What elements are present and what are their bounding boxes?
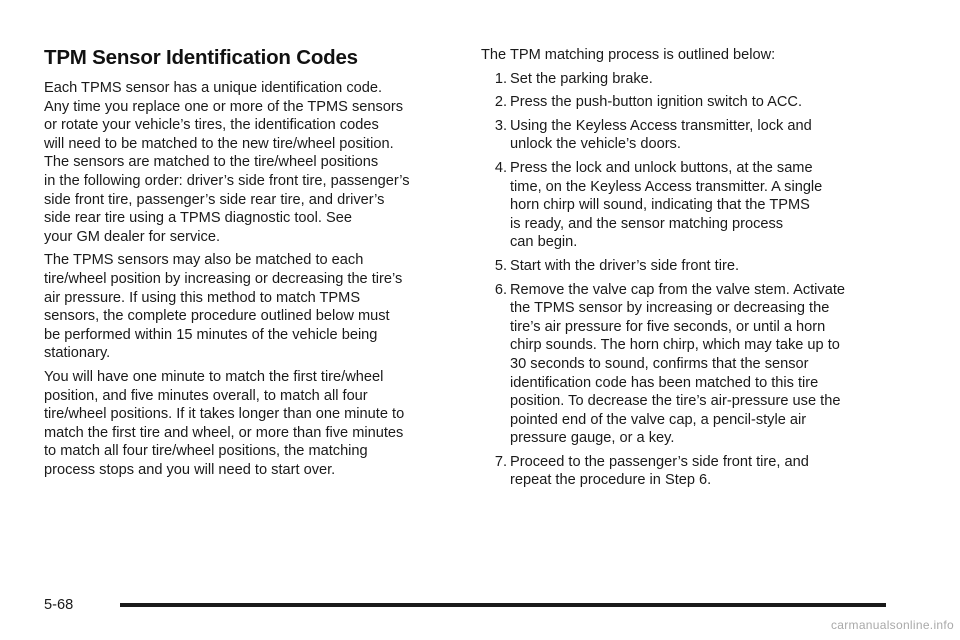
left-column: [44, 79, 464, 484]
text-line: side front tire, passenger’s side rear tire, and driver’s: [44, 191, 385, 208]
footer-rule: [120, 603, 886, 607]
step-number: 4.: [494, 159, 507, 176]
procedure-step-7: [481, 453, 901, 490]
step-number: 2.: [494, 94, 507, 111]
text-line: tire/wheel positions. If it takes longer than one minute to: [44, 406, 405, 423]
text-line: the TPMS sensor by increasing or decreasing the: [510, 300, 830, 317]
page-number: 5-68: [44, 597, 74, 613]
text-line: pointed end of the valve cap, a pencil-style air: [510, 411, 807, 428]
text-line: position, and five minutes overall, to match all four: [44, 387, 368, 404]
text-line: will need to be matched to the new tire/wheel position.: [44, 135, 394, 152]
procedure-step-2: [481, 93, 901, 112]
step-number: 3.: [494, 117, 507, 134]
text-line: match the first tire and wheel, or more than five minutes: [44, 424, 404, 441]
text-line: tire/wheel position by increasing or decreasing the tire’s: [44, 270, 403, 287]
text-line: Remove the valve cap from the valve stem. Activate: [510, 281, 845, 298]
procedure-intro: The TPM matching process is outlined below:: [481, 47, 776, 63]
text-line: tire’s air pressure for five seconds, or until a horn: [510, 318, 826, 335]
text-line: Each TPMS sensor has a unique identification code.: [44, 80, 383, 96]
procedure-step-5: [481, 257, 901, 276]
text-line: repeat the procedure in Step 6.: [510, 472, 712, 489]
text-line: chirp sounds. The horn chirp, which may take up to: [510, 337, 840, 354]
text-line: Press the push-button ignition switch to ACC.: [510, 94, 803, 111]
text-line: You will have one minute to match the first tire/wheel: [44, 368, 384, 385]
text-line: The TPMS sensors may also be matched to each: [44, 252, 364, 269]
text-line: your GM dealer for service.: [44, 228, 220, 245]
text-line: Press the lock and unlock buttons, at the same: [510, 159, 813, 176]
watermark: carmanualsonline.info: [830, 618, 954, 632]
procedure-step-1: [481, 70, 901, 89]
text-line: be performed within 15 minutes of the vehicle being: [44, 326, 378, 343]
section-heading: TPM Sensor Identification Codes: [44, 46, 358, 69]
step-number: 6.: [494, 281, 507, 298]
text-line: Any time you replace one or more of the TPMS sensors: [44, 98, 404, 115]
text-line: 30 seconds to sound, confirms that the sensor: [510, 355, 809, 372]
text-line: can begin.: [510, 234, 578, 251]
text-line: Start with the driver’s side front tire.: [510, 257, 739, 274]
text-line: air pressure. If using this method to match TPMS: [44, 289, 361, 306]
text-line: pressure gauge, or a key.: [510, 430, 675, 447]
text-line: The sensors are matched to the tire/wheel positions: [44, 154, 379, 171]
text-line: to match all four tire/wheel positions, the matching: [44, 443, 368, 460]
text-line: side rear tire using a TPMS diagnostic tool. See: [44, 210, 352, 227]
text-line: stationary.: [44, 345, 111, 362]
text-line: position. To decrease the tire’s air-pressure use the: [510, 393, 841, 410]
paragraph: [44, 251, 464, 363]
step-number: 1.: [494, 70, 507, 87]
step-number: 7.: [494, 453, 507, 470]
text-line: Set the parking brake.: [510, 70, 653, 87]
text-line: Proceed to the passenger’s side front tire, and: [510, 453, 809, 470]
text-line: in the following order: driver’s side front tire, passenger’s: [44, 172, 410, 189]
paragraph: [44, 368, 464, 480]
text-line: horn chirp will sound, indicating that the TPMS: [510, 197, 810, 214]
text-line: sensors, the complete procedure outlined below must: [44, 308, 390, 325]
text-line: process stops and you will need to start over.: [44, 461, 336, 478]
text-line: unlock the vehicle’s doors.: [510, 136, 681, 153]
right-column: [481, 46, 901, 495]
text-line: Using the Keyless Access transmitter, lock and: [510, 117, 812, 134]
step-number: 5.: [494, 257, 507, 274]
text-line: or rotate your vehicle’s tires, the identification codes: [44, 117, 379, 134]
text-line: is ready, and the sensor matching process: [510, 215, 784, 232]
procedure-step-3: [481, 117, 901, 154]
text-line: identification code has been matched to this tire: [510, 374, 819, 391]
text-line: time, on the Keyless Access transmitter. A single: [510, 178, 823, 195]
procedure-step-6: [481, 281, 901, 448]
paragraph: [44, 79, 464, 246]
procedure-step-4: [481, 159, 901, 252]
